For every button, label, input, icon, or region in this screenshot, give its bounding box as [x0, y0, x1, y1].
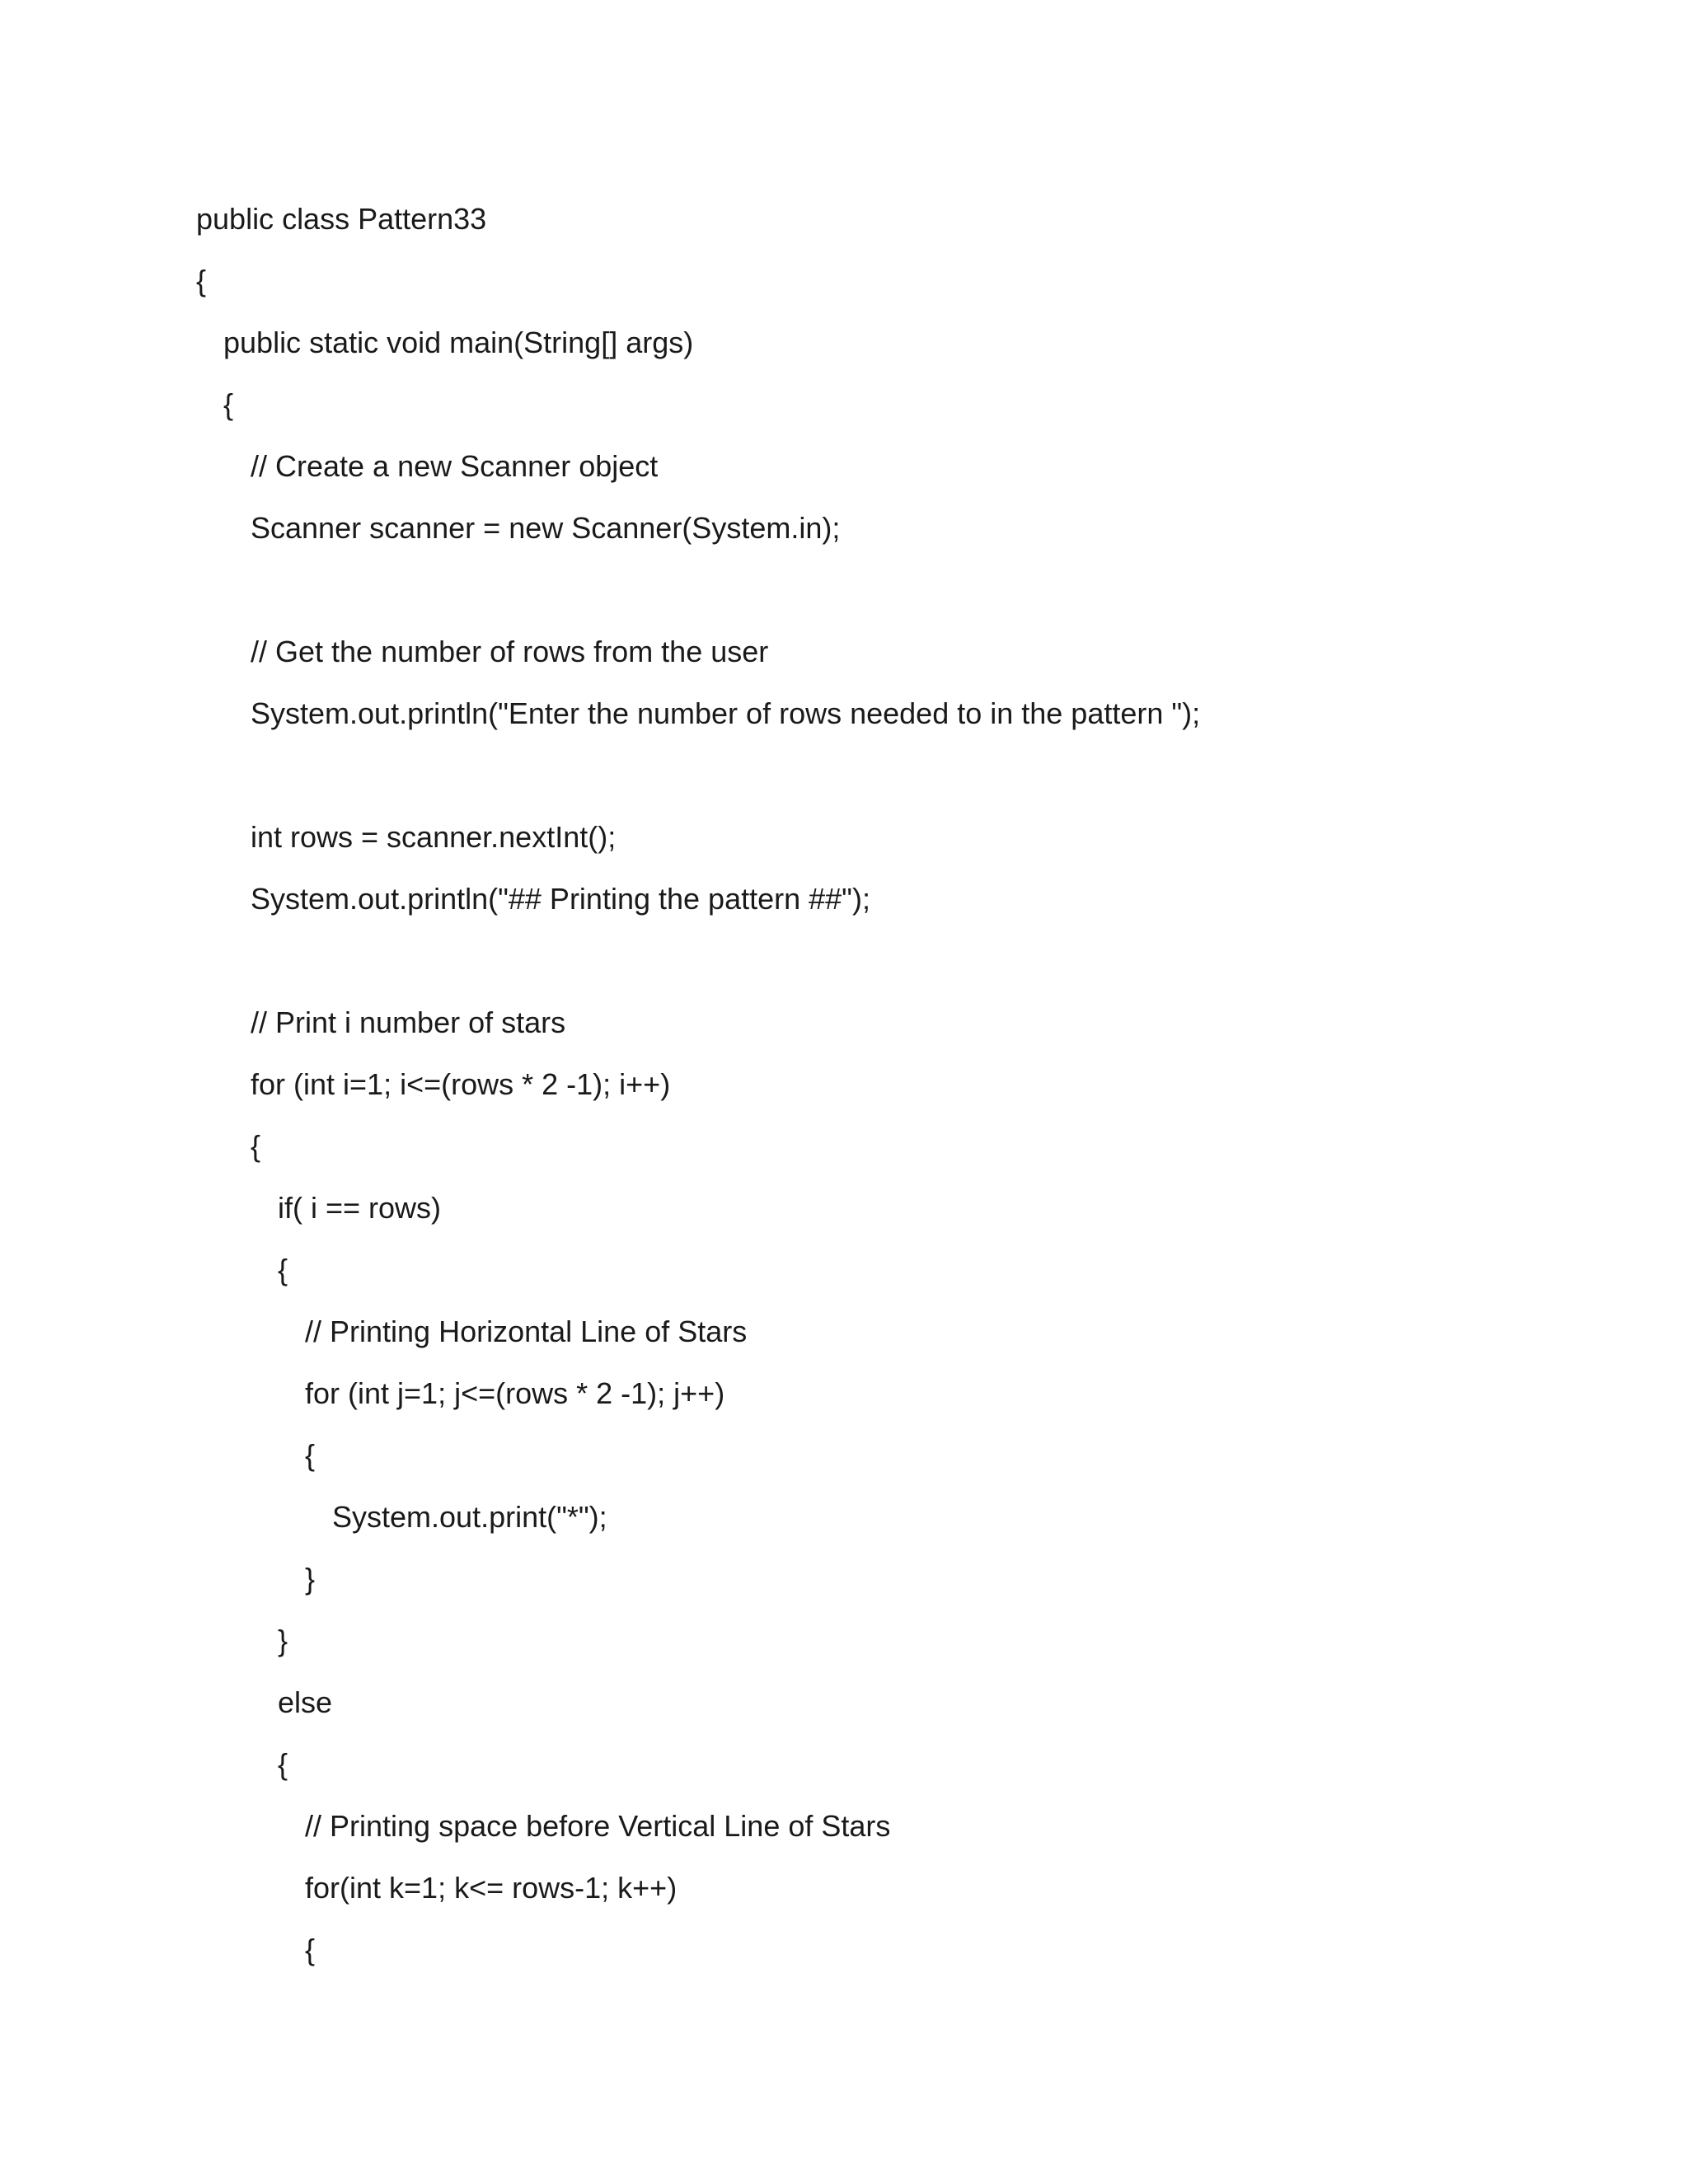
code-line: Scanner scanner = new Scanner(System.in);: [251, 511, 841, 545]
code-line: }: [278, 1624, 288, 1657]
code-line: {: [223, 387, 234, 421]
code-line: public static void main(String[] args): [223, 326, 694, 359]
code-line: {: [305, 1933, 316, 1966]
code-line: {: [251, 1129, 261, 1163]
code-line: else: [278, 1685, 333, 1719]
code-line: for (int j=1; j<=(rows * 2 -1); j++): [305, 1376, 725, 1410]
code-line: // Create a new Scanner object: [251, 449, 659, 483]
code-line: // Get the number of rows from the user: [251, 635, 769, 668]
code-line: {: [196, 264, 207, 298]
blank-line: [0, 930, 1688, 991]
blank-line: [0, 744, 1688, 806]
code-line: if( i == rows): [278, 1191, 442, 1225]
code-line: // Printing Horizontal Line of Stars: [305, 1315, 748, 1348]
code-line: // Printing space before Vertical Line of Stars: [305, 1809, 891, 1843]
code-line: System.out.println("## Printing the pattern ##");: [251, 882, 870, 916]
code-line: {: [278, 1747, 288, 1781]
code-line: System.out.print("*");: [332, 1500, 607, 1534]
code-line: {: [305, 1438, 316, 1472]
code-line: int rows = scanner.nextInt();: [251, 820, 617, 854]
code-line: for (int i=1; i<=(rows * 2 -1); i++): [251, 1067, 671, 1101]
code-line: // Print i number of stars: [251, 1005, 566, 1039]
code-line: {: [278, 1253, 288, 1286]
code-line: System.out.println("Enter the number of rows needed to in the pattern ");: [251, 696, 1201, 730]
code-line: }: [305, 1562, 316, 1596]
code-line: for(int k=1; k<= rows-1; k++): [305, 1871, 678, 1905]
code-listing: [0, 188, 1688, 1980]
blank-line: [0, 559, 1688, 621]
code-line: public class Pattern33: [196, 202, 487, 236]
